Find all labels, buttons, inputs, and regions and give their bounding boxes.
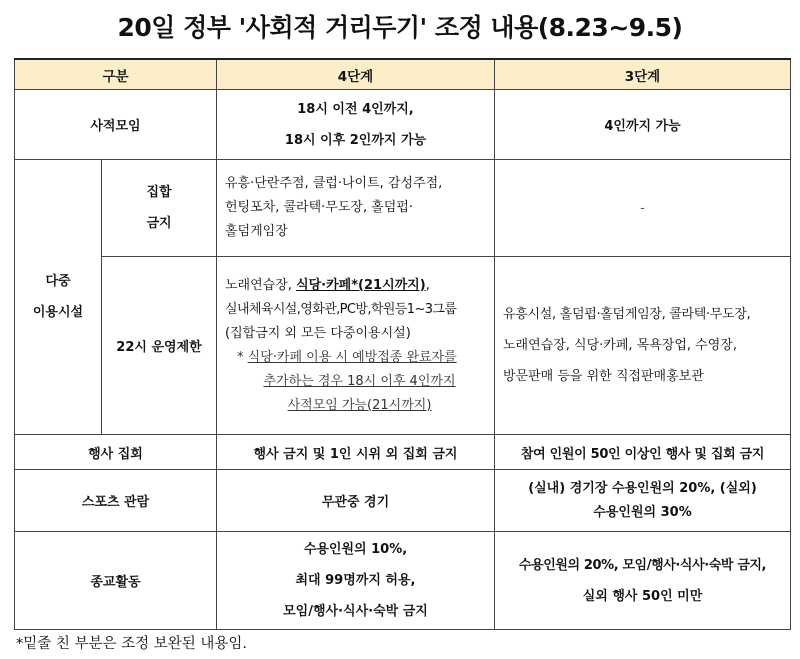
level3-sports-line2: 수용인원의 30% (593, 504, 692, 520)
label-multi-use (15, 160, 102, 435)
header-level4: 4단계 (217, 59, 495, 90)
level3-limit22-line3: 방문판매 등을 위한 직접판매홍보관 (503, 369, 704, 384)
level4-limit22-note2: 추가하는 경우 18시 이후 4인까지 (263, 373, 456, 389)
label-ban-line1: 집합 (146, 185, 172, 200)
level4-limit22-note3: 사적모임 가능(21시까지) (287, 397, 432, 413)
level4-private-line1: 18시 이전 4인까지, (297, 101, 414, 117)
level4-ban (217, 160, 495, 257)
label-sports: 스포츠 관람 (15, 470, 217, 532)
label-events: 행사 집회 (15, 435, 217, 470)
row-limit22 (15, 257, 791, 435)
level3-limit22-line1: 유흥시설, 홀덤펍·홀덤게임장, 콜라텍·무도장, (503, 307, 751, 322)
level4-limit22-note-star: * (237, 349, 244, 365)
label-multi-use-line2: 이용시설 (32, 305, 84, 320)
level4-religion-line3: 모임/행사·식사·숙박 금지 (283, 604, 428, 619)
label-private-gathering: 사적모임 (15, 90, 217, 160)
level4-private-gathering (217, 90, 495, 160)
page-title: 20일 정부 '사회적 거리두기' 조정 내용(8.23~9.5) (117, 13, 683, 42)
level4-religion-line1: 수용인원의 10%, (303, 542, 408, 557)
header-level3: 3단계 (495, 59, 791, 90)
level3-ban: - (495, 160, 791, 257)
level4-sports: 무관중 경기 (217, 470, 495, 532)
level3-religion-line1: 수용인원의 20%, 모임/행사·식사·숙박 금지, (518, 557, 767, 573)
level4-religion (217, 532, 495, 630)
level4-limit22-note1 (225, 346, 494, 370)
level3-sports (495, 470, 791, 532)
row-religion (15, 532, 791, 630)
level4-ban-line1: 유흥·단란주점, 클럽·나이트, 감성주점, (225, 176, 443, 191)
level4-events: 행사 금지 및 1인 시위 외 집회 금지 (217, 435, 495, 470)
level3-religion-line2: 실외 행사 50인 미만 (582, 588, 703, 604)
level4-limit22-line1 (225, 274, 494, 298)
level4-limit22-line2: 실내체육시설,영화관,PC방,학원등1~3그룹 (225, 301, 457, 317)
footnote: *밑줄 친 부분은 조정 보완된 내용임. (16, 636, 248, 652)
level3-events: 참여 인원이 50인 이상인 행사 및 집회 금지 (495, 435, 791, 470)
level4-limit22 (217, 257, 495, 435)
row-events (15, 435, 791, 470)
distancing-table (14, 58, 791, 630)
label-ban (102, 160, 217, 257)
level4-religion-line2: 최대 99명까지 허용, (295, 573, 416, 588)
level3-limit22 (495, 257, 791, 435)
header-category: 구분 (15, 59, 217, 90)
level3-private-gathering: 4인까지 가능 (495, 90, 791, 160)
level4-private-line2: 18시 이후 2인까지 가능 (284, 132, 427, 148)
level4-limit22-line3: (집합금지 외 모든 다중이용시설) (225, 325, 411, 341)
row-ban (15, 160, 791, 257)
level4-limit22-line1-c: , (425, 277, 430, 293)
label-limit22: 22시 운영제한 (102, 257, 217, 435)
label-religion: 종교활동 (15, 532, 217, 630)
row-sports (15, 470, 791, 532)
level3-sports-line1: (실내) 경기장 수용인원의 20%, (실외) (528, 480, 757, 496)
header-row (15, 59, 791, 90)
label-multi-use-line1: 다중 (45, 274, 71, 289)
label-ban-line2: 금지 (146, 216, 172, 231)
level4-limit22-note1-text: 식당·카페 이용 시 예방접종 완료자를 (247, 349, 457, 365)
level4-ban-line2: 헌팅포차, 콜라텍·무도장, 홀덤펍· (225, 200, 414, 215)
level3-religion (495, 532, 791, 630)
level3-limit22-line2: 노래연습장, 식당·카페, 목욕장업, 수영장, (503, 338, 737, 353)
level4-limit22-line1-underlined: 식당·카페*(21시까지) (296, 277, 426, 293)
level4-limit22-line1-a: 노래연습장, (225, 277, 297, 293)
level4-ban-line3: 홀덤게임장 (225, 224, 288, 239)
row-private-gathering (15, 90, 791, 160)
